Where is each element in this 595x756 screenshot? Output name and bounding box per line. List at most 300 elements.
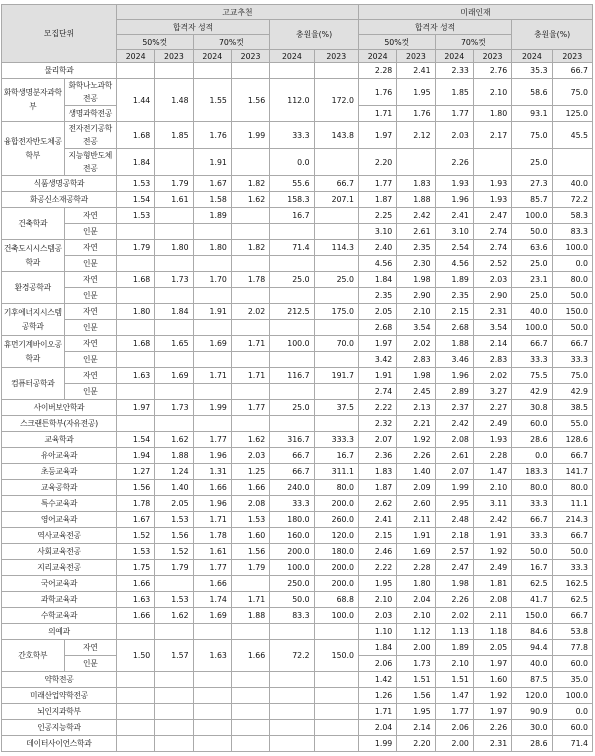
value-cell: 42.9 xyxy=(512,384,552,400)
value-cell: 2.61 xyxy=(397,224,435,240)
value-cell: 85.7 xyxy=(512,192,552,208)
value-cell: 28.6 xyxy=(512,736,552,752)
value-cell: 1.69 xyxy=(397,544,435,560)
value-cell: 1.77 xyxy=(231,400,269,416)
value-cell: 75.0 xyxy=(552,368,592,384)
value-cell: 2.26 xyxy=(435,149,473,176)
value-cell: 1.80 xyxy=(397,576,435,592)
value-cell: 3.54 xyxy=(397,320,435,336)
unit-label: 화공신소재공학과 xyxy=(2,192,117,208)
value-cell: 1.71 xyxy=(358,704,396,720)
value-cell: 1.81 xyxy=(473,576,511,592)
value-cell: 2.13 xyxy=(397,400,435,416)
value-cell: 3.10 xyxy=(358,224,396,240)
value-cell: 1.80 xyxy=(193,240,231,256)
value-cell: 1.18 xyxy=(473,624,511,640)
value-cell: 2.90 xyxy=(473,288,511,304)
value-cell: 1.53 xyxy=(155,592,193,608)
cut70-header-2: 70%컷 xyxy=(435,35,512,50)
unit-label: 유아교육과 xyxy=(2,448,117,464)
value-cell: 62.5 xyxy=(512,576,552,592)
value-cell: 2.07 xyxy=(435,464,473,480)
value-cell xyxy=(155,416,193,432)
value-cell: 2.04 xyxy=(397,592,435,608)
unit-label: 의예과 xyxy=(2,624,117,640)
value-cell: 1.94 xyxy=(116,448,154,464)
value-cell: 1.92 xyxy=(473,544,511,560)
value-cell xyxy=(314,688,358,704)
value-cell: 55.6 xyxy=(270,176,314,192)
value-cell: 1.51 xyxy=(435,672,473,688)
value-cell: 66.7 xyxy=(512,336,552,352)
value-cell xyxy=(193,688,231,704)
value-cell: 2.41 xyxy=(435,208,473,224)
value-cell: 1.67 xyxy=(116,512,154,528)
value-cell: 2.12 xyxy=(397,122,435,149)
value-cell: 2.02 xyxy=(473,368,511,384)
value-cell: 84.6 xyxy=(512,624,552,640)
unit-label: 뇌인지과학부 xyxy=(2,704,117,720)
value-cell: 2.09 xyxy=(397,480,435,496)
table-row xyxy=(2,400,593,416)
value-cell: 2.28 xyxy=(473,448,511,464)
value-cell: 180.0 xyxy=(270,512,314,528)
unit-label: 영어교육과 xyxy=(2,512,117,528)
unit-sub-label: 화학나노과학전공 xyxy=(64,79,116,106)
value-cell: 1.65 xyxy=(155,336,193,352)
unit-label: 지리교육전공 xyxy=(2,560,117,576)
value-cell: 1.97 xyxy=(116,400,154,416)
table-row xyxy=(2,288,593,304)
value-cell xyxy=(473,149,511,176)
table-row xyxy=(2,240,593,256)
value-cell: 1.79 xyxy=(155,176,193,192)
value-cell: 100.0 xyxy=(314,608,358,624)
value-cell: 50.0 xyxy=(552,320,592,336)
value-cell: 141.7 xyxy=(552,464,592,480)
value-cell: 260.0 xyxy=(314,512,358,528)
value-cell: 80.0 xyxy=(552,480,592,496)
unit-label: 교육학과 xyxy=(2,432,117,448)
value-cell: 1.73 xyxy=(155,272,193,288)
value-cell: 0.0 xyxy=(552,256,592,272)
unit-label: 사회교육전공 xyxy=(2,544,117,560)
value-cell: 2.41 xyxy=(358,512,396,528)
value-cell: 128.6 xyxy=(552,432,592,448)
value-cell: 1.96 xyxy=(193,448,231,464)
value-cell: 28.6 xyxy=(512,432,552,448)
value-cell: 2.54 xyxy=(435,240,473,256)
value-cell: 68.8 xyxy=(314,592,358,608)
value-cell xyxy=(155,672,193,688)
value-cell: 2.26 xyxy=(473,720,511,736)
value-cell: 1.77 xyxy=(435,704,473,720)
value-cell: 2.00 xyxy=(435,736,473,752)
value-cell: 16.7 xyxy=(512,560,552,576)
value-cell xyxy=(270,736,314,752)
value-cell: 1.76 xyxy=(193,122,231,149)
value-cell xyxy=(231,624,269,640)
value-cell: 1.24 xyxy=(155,464,193,480)
unit-label: 교육공학과 xyxy=(2,480,117,496)
value-cell: 1.78 xyxy=(231,272,269,288)
value-cell xyxy=(155,63,193,79)
value-cell xyxy=(116,288,154,304)
value-cell: 2.40 xyxy=(358,240,396,256)
table-row xyxy=(2,176,593,192)
value-cell: 1.85 xyxy=(435,79,473,106)
track-label: 자연 xyxy=(64,208,116,224)
value-cell: 1.53 xyxy=(116,176,154,192)
value-cell: 1.66 xyxy=(231,640,269,672)
unit-header: 모집단위 xyxy=(2,5,117,63)
value-cell: 1.66 xyxy=(193,576,231,592)
value-cell xyxy=(314,736,358,752)
value-cell: 2.28 xyxy=(358,63,396,79)
value-cell: 1.99 xyxy=(358,736,396,752)
value-cell: 1.95 xyxy=(358,576,396,592)
value-cell: 33.3 xyxy=(270,496,314,512)
year-header: 2023 xyxy=(397,50,435,63)
value-cell: 1.89 xyxy=(435,640,473,656)
value-cell: 1.88 xyxy=(231,608,269,624)
value-cell: 207.1 xyxy=(314,192,358,208)
value-cell: 2.42 xyxy=(473,512,511,528)
table-row xyxy=(2,512,593,528)
value-cell xyxy=(116,720,154,736)
value-cell: 1.48 xyxy=(155,79,193,122)
value-cell: 316.7 xyxy=(270,432,314,448)
value-cell: 100.0 xyxy=(512,320,552,336)
value-cell: 191.7 xyxy=(314,368,358,384)
value-cell: 72.2 xyxy=(270,640,314,672)
value-cell: 1.25 xyxy=(231,464,269,480)
value-cell: 1.53 xyxy=(231,512,269,528)
value-cell: 2.18 xyxy=(435,528,473,544)
value-cell xyxy=(231,224,269,240)
value-cell: 2.35 xyxy=(358,288,396,304)
value-cell: 2.36 xyxy=(358,448,396,464)
value-cell: 2.02 xyxy=(397,336,435,352)
value-cell: 1.55 xyxy=(193,79,231,122)
value-cell: 1.12 xyxy=(397,624,435,640)
unit-label: 식품생명공학과 xyxy=(2,176,117,192)
value-cell: 2.06 xyxy=(358,656,396,672)
value-cell: 2.35 xyxy=(397,240,435,256)
value-cell xyxy=(231,576,269,592)
value-cell: 77.8 xyxy=(552,640,592,656)
value-cell: 30.0 xyxy=(512,720,552,736)
passer-grade-header-1: 합격자 성적 xyxy=(116,20,269,35)
value-cell: 100.0 xyxy=(552,688,592,704)
value-cell xyxy=(155,208,193,224)
value-cell: 1.54 xyxy=(116,192,154,208)
track-label: 자연 xyxy=(64,368,116,384)
value-cell: 1.62 xyxy=(155,608,193,624)
value-cell: 1.61 xyxy=(193,544,231,560)
value-cell xyxy=(314,224,358,240)
track-label: 자연 xyxy=(64,304,116,320)
value-cell: 3.46 xyxy=(435,352,473,368)
value-cell xyxy=(116,416,154,432)
value-cell: 2.35 xyxy=(435,288,473,304)
value-cell: 1.53 xyxy=(116,208,154,224)
value-cell: 1.79 xyxy=(155,560,193,576)
value-cell: 1.56 xyxy=(155,528,193,544)
value-cell: 1.96 xyxy=(435,192,473,208)
value-cell: 1.87 xyxy=(358,192,396,208)
value-cell: 1.84 xyxy=(358,272,396,288)
unit-label: 초등교육과 xyxy=(2,464,117,480)
table-row xyxy=(2,224,593,240)
admission-results-table xyxy=(1,4,593,752)
value-cell: 1.80 xyxy=(116,304,154,320)
value-cell: 35.0 xyxy=(552,672,592,688)
value-cell: 240.0 xyxy=(270,480,314,496)
unit-label: 인공지능학과 xyxy=(2,720,117,736)
table-row xyxy=(2,272,593,288)
value-cell xyxy=(231,208,269,224)
table-row xyxy=(2,576,593,592)
value-cell: 1.53 xyxy=(155,512,193,528)
value-cell xyxy=(270,352,314,368)
value-cell xyxy=(155,736,193,752)
value-cell xyxy=(231,672,269,688)
value-cell: 1.85 xyxy=(155,122,193,149)
value-cell: 1.63 xyxy=(116,368,154,384)
value-cell: 2.57 xyxy=(435,544,473,560)
value-cell: 1.97 xyxy=(473,656,511,672)
value-cell: 0.0 xyxy=(552,704,592,720)
value-cell: 1.42 xyxy=(358,672,396,688)
value-cell: 175.0 xyxy=(314,304,358,320)
value-cell: 87.5 xyxy=(512,672,552,688)
value-cell: 90.9 xyxy=(512,704,552,720)
value-cell: 66.7 xyxy=(552,528,592,544)
value-cell: 50.0 xyxy=(552,544,592,560)
year-header: 2023 xyxy=(552,50,592,63)
value-cell: 25.0 xyxy=(270,272,314,288)
value-cell: 1.97 xyxy=(473,704,511,720)
value-cell: 1.40 xyxy=(397,464,435,480)
value-cell: 2.10 xyxy=(397,608,435,624)
value-cell: 1.68 xyxy=(116,272,154,288)
value-cell: 25.0 xyxy=(314,272,358,288)
value-cell xyxy=(397,149,435,176)
value-cell: 250.0 xyxy=(270,576,314,592)
track-label: 인문 xyxy=(64,384,116,400)
value-cell xyxy=(193,63,231,79)
value-cell: 2.90 xyxy=(397,288,435,304)
value-cell: 2.46 xyxy=(358,544,396,560)
table-row xyxy=(2,608,593,624)
unit-label: 데이터사이언스학과 xyxy=(2,736,117,752)
value-cell: 1.95 xyxy=(397,704,435,720)
value-cell xyxy=(155,576,193,592)
value-cell: 1.52 xyxy=(116,528,154,544)
value-cell: 1.84 xyxy=(155,304,193,320)
value-cell xyxy=(193,672,231,688)
value-cell: 53.8 xyxy=(552,624,592,640)
value-cell: 120.0 xyxy=(512,688,552,704)
admission-results-table-container xyxy=(1,4,593,752)
table-row xyxy=(2,368,593,384)
value-cell: 1.68 xyxy=(116,122,154,149)
value-cell xyxy=(231,352,269,368)
value-cell: 2.22 xyxy=(358,560,396,576)
value-cell: 1.79 xyxy=(231,560,269,576)
value-cell: 1.74 xyxy=(193,592,231,608)
value-cell: 1.96 xyxy=(193,496,231,512)
year-header: 2024 xyxy=(116,50,154,63)
value-cell: 1.97 xyxy=(358,336,396,352)
value-cell xyxy=(116,384,154,400)
value-cell: 2.33 xyxy=(435,63,473,79)
value-cell xyxy=(231,149,269,176)
value-cell xyxy=(270,688,314,704)
value-cell: 2.95 xyxy=(435,496,473,512)
track-label: 자연 xyxy=(64,272,116,288)
value-cell: 1.53 xyxy=(116,544,154,560)
value-cell: 1.71 xyxy=(231,592,269,608)
value-cell: 1.92 xyxy=(397,432,435,448)
value-cell xyxy=(116,736,154,752)
value-cell xyxy=(193,288,231,304)
value-cell: 1.88 xyxy=(397,192,435,208)
value-cell: 1.88 xyxy=(435,336,473,352)
value-cell: 80.0 xyxy=(512,480,552,496)
year-header: 2024 xyxy=(193,50,231,63)
value-cell: 2.03 xyxy=(358,608,396,624)
unit-group-label: 환경공학과 xyxy=(2,272,65,304)
value-cell: 1.83 xyxy=(397,176,435,192)
value-cell: 1.73 xyxy=(397,656,435,672)
value-cell xyxy=(193,720,231,736)
value-cell: 2.17 xyxy=(473,122,511,149)
value-cell: 2.60 xyxy=(397,496,435,512)
value-cell: 63.6 xyxy=(512,240,552,256)
value-cell xyxy=(116,624,154,640)
table-row xyxy=(2,688,593,704)
value-cell: 2.31 xyxy=(473,736,511,752)
value-cell: 150.0 xyxy=(552,304,592,320)
group-header-school-recommendation: 고교추천 xyxy=(116,5,358,20)
value-cell: 2.42 xyxy=(435,416,473,432)
value-cell xyxy=(314,208,358,224)
value-cell: 214.3 xyxy=(552,512,592,528)
value-cell: 3.27 xyxy=(473,384,511,400)
value-cell: 1.97 xyxy=(358,122,396,149)
value-cell: 35.3 xyxy=(512,63,552,79)
value-cell: 1.91 xyxy=(473,528,511,544)
table-row xyxy=(2,208,593,224)
value-cell: 2.22 xyxy=(358,400,396,416)
value-cell: 1.77 xyxy=(193,432,231,448)
value-cell: 2.49 xyxy=(473,416,511,432)
value-cell: 1.10 xyxy=(358,624,396,640)
value-cell xyxy=(270,672,314,688)
value-cell: 2.10 xyxy=(397,304,435,320)
value-cell: 200.0 xyxy=(314,576,358,592)
value-cell: 40.0 xyxy=(512,656,552,672)
unit-group-label: 화학생명분자과학부 xyxy=(2,79,65,122)
value-cell xyxy=(193,256,231,272)
value-cell: 2.00 xyxy=(397,640,435,656)
value-cell: 1.56 xyxy=(116,480,154,496)
value-cell: 1.71 xyxy=(193,368,231,384)
table-row xyxy=(2,496,593,512)
value-cell: 0.0 xyxy=(270,149,314,176)
value-cell xyxy=(116,352,154,368)
value-cell: 2.68 xyxy=(435,320,473,336)
value-cell xyxy=(270,256,314,272)
group-header-future-talent: 미래인재 xyxy=(358,5,592,20)
table-row xyxy=(2,464,593,480)
value-cell: 80.0 xyxy=(314,480,358,496)
value-cell xyxy=(193,736,231,752)
value-cell: 1.54 xyxy=(116,432,154,448)
value-cell: 2.14 xyxy=(397,720,435,736)
value-cell: 2.21 xyxy=(397,416,435,432)
value-cell: 1.79 xyxy=(116,240,154,256)
value-cell xyxy=(116,224,154,240)
unit-sub-label: 전자전기공학전공 xyxy=(64,122,116,149)
table-row xyxy=(2,149,593,176)
value-cell: 1.62 xyxy=(155,432,193,448)
value-cell: 75.0 xyxy=(552,79,592,106)
value-cell xyxy=(314,624,358,640)
value-cell: 2.25 xyxy=(358,208,396,224)
value-cell: 1.91 xyxy=(193,149,231,176)
value-cell: 1.98 xyxy=(397,272,435,288)
table-body xyxy=(2,63,593,752)
value-cell: 1.84 xyxy=(358,640,396,656)
track-label: 인문 xyxy=(64,224,116,240)
value-cell: 150.0 xyxy=(314,640,358,672)
value-cell: 3.11 xyxy=(473,496,511,512)
unit-label: 과학교육과 xyxy=(2,592,117,608)
value-cell: 180.0 xyxy=(314,544,358,560)
value-cell: 33.3 xyxy=(512,496,552,512)
value-cell xyxy=(270,416,314,432)
value-cell: 40.0 xyxy=(552,176,592,192)
table-row xyxy=(2,79,593,106)
value-cell: 200.0 xyxy=(314,496,358,512)
value-cell: 1.31 xyxy=(193,464,231,480)
value-cell: 2.03 xyxy=(435,122,473,149)
value-cell: 23.1 xyxy=(512,272,552,288)
value-cell: 2.89 xyxy=(435,384,473,400)
value-cell: 2.47 xyxy=(435,560,473,576)
value-cell: 120.0 xyxy=(314,528,358,544)
value-cell: 2.62 xyxy=(358,496,396,512)
value-cell xyxy=(270,384,314,400)
value-cell: 1.63 xyxy=(116,592,154,608)
value-cell: 1.50 xyxy=(116,640,154,672)
value-cell xyxy=(155,384,193,400)
value-cell xyxy=(314,320,358,336)
value-cell xyxy=(155,352,193,368)
value-cell xyxy=(270,720,314,736)
value-cell: 1.56 xyxy=(231,79,269,122)
value-cell xyxy=(231,320,269,336)
value-cell xyxy=(155,624,193,640)
value-cell xyxy=(193,416,231,432)
value-cell: 100.0 xyxy=(512,208,552,224)
value-cell: 1.52 xyxy=(155,544,193,560)
value-cell: 2.02 xyxy=(435,608,473,624)
value-cell xyxy=(270,704,314,720)
